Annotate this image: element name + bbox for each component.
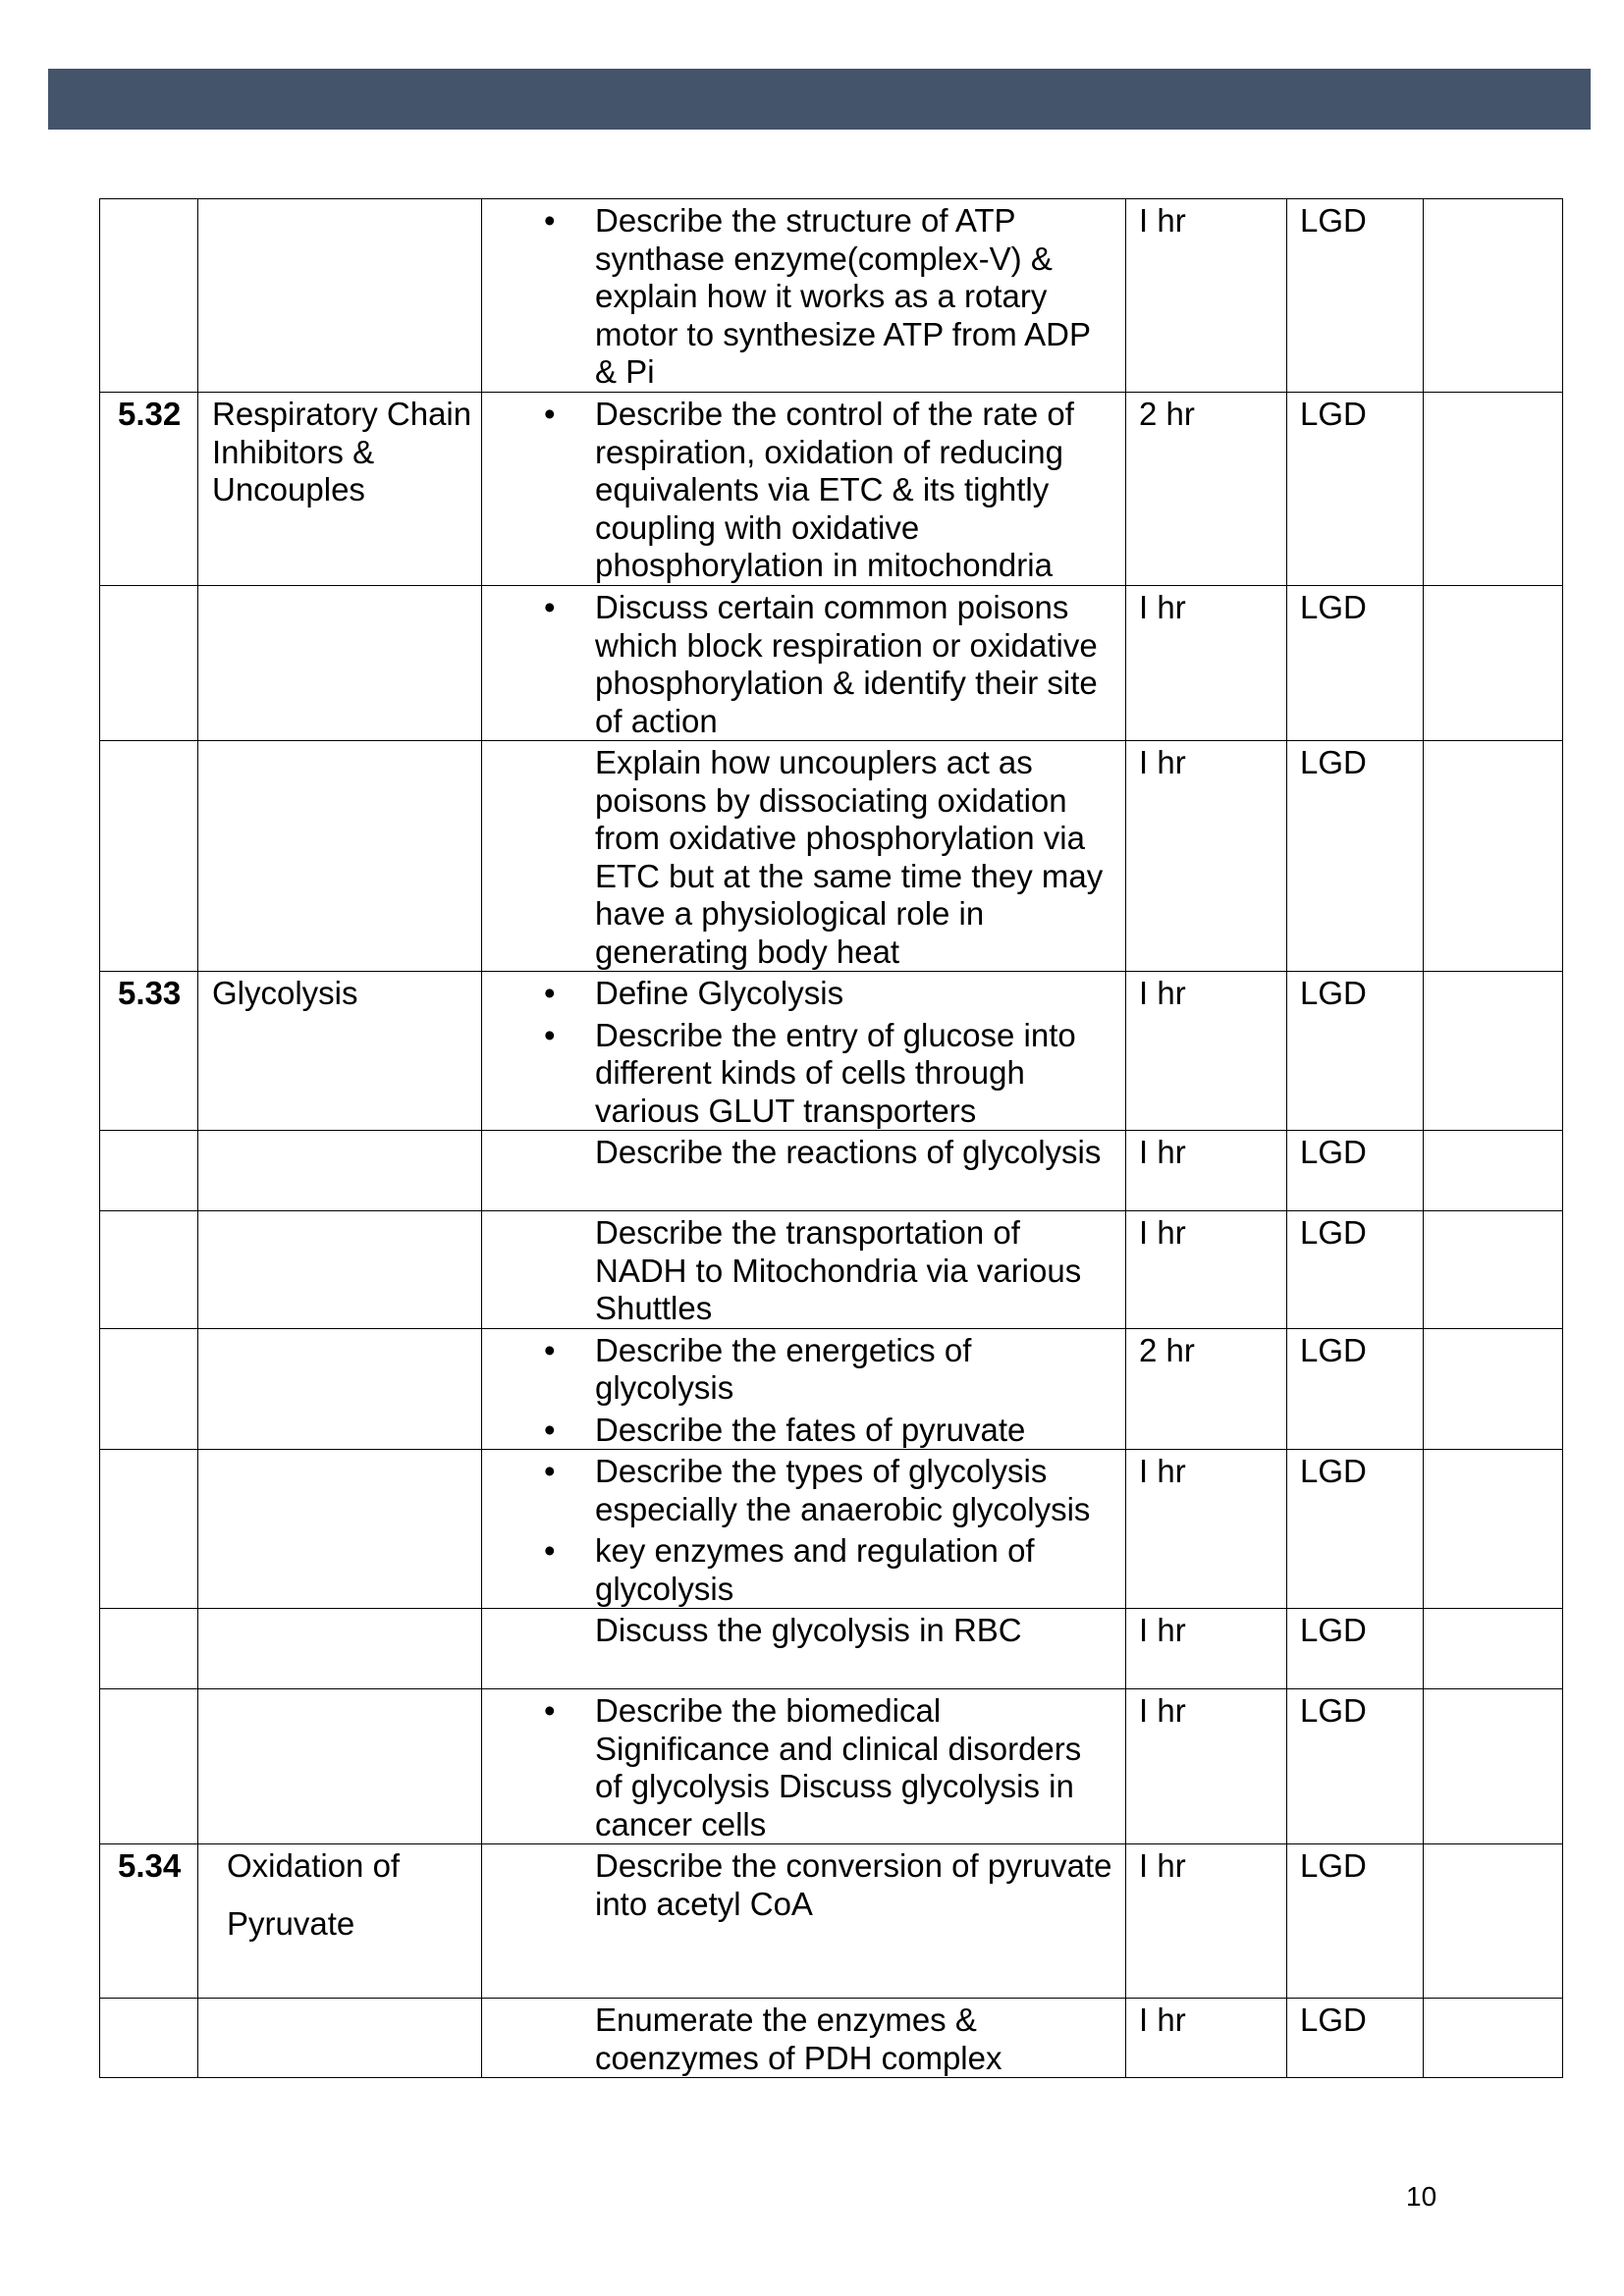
table-row xyxy=(100,1609,1563,1689)
syllabus-table xyxy=(99,198,1563,2078)
objectives-list xyxy=(482,1847,1125,1923)
extra-cell xyxy=(1424,972,1563,1131)
objectives-cell xyxy=(482,1689,1126,1844)
topic-number-cell: 5.32 xyxy=(100,393,198,586)
objectives-cell xyxy=(482,1131,1126,1211)
objectives-list xyxy=(482,1453,1125,1608)
objectives-cell xyxy=(482,199,1126,393)
syllabus-table-body xyxy=(100,199,1563,2078)
method-cell: LGD xyxy=(1287,586,1424,741)
objectives-list xyxy=(482,1692,1125,1843)
duration-cell: I hr xyxy=(1126,1450,1287,1609)
topic-cell xyxy=(198,1450,482,1609)
extra-cell xyxy=(1424,1689,1563,1844)
table-row xyxy=(100,741,1563,972)
extra-cell xyxy=(1424,1131,1563,1211)
topic-cell xyxy=(198,1609,482,1689)
objectives-cell xyxy=(482,1211,1126,1329)
method-cell: LGD xyxy=(1287,1131,1424,1211)
objectives-cell xyxy=(482,586,1126,741)
method-cell: LGD xyxy=(1287,1328,1424,1450)
objectives-list xyxy=(482,975,1125,1130)
topic-number-cell xyxy=(100,1211,198,1329)
topic-number-cell xyxy=(100,199,198,393)
objectives-list xyxy=(482,1214,1125,1328)
duration-cell: I hr xyxy=(1126,741,1287,972)
objective-item: Explain how uncouplers act as poisons by dissociating oxidation from oxidative phosphorylation via ETC but at the same time they may have a physiological role in generating body heat xyxy=(595,744,1104,970)
table-row xyxy=(100,586,1563,741)
extra-cell xyxy=(1424,1844,1563,1999)
topic-cell xyxy=(198,586,482,741)
method-cell: LGD xyxy=(1287,741,1424,972)
topic-number-cell: 5.34 xyxy=(100,1844,198,1999)
extra-cell xyxy=(1424,586,1563,741)
extra-cell xyxy=(1424,1450,1563,1609)
objectives-cell xyxy=(482,972,1126,1131)
table-row xyxy=(100,1999,1563,2078)
objective-item: • Describe the entry of glucose into different kinds of cells through various GLUT transporters xyxy=(482,1017,1115,1131)
objective-item: • Describe the energetics of glycolysis xyxy=(482,1332,1115,1408)
extra-cell xyxy=(1424,1999,1563,2078)
objective-item: • key enzymes and regulation of glycolysis xyxy=(482,1532,1115,1608)
topic-cell xyxy=(198,1211,482,1329)
objectives-cell xyxy=(482,1328,1126,1450)
topic-line-2: Pyruvate xyxy=(227,1904,355,1942)
topic-number-cell xyxy=(100,1689,198,1844)
objective-item: Describe the reactions of glycolysis xyxy=(595,1134,1102,1170)
topic-number-cell xyxy=(100,1999,198,2078)
extra-cell xyxy=(1424,1328,1563,1450)
objective-item: • Discuss certain common poisons which block respiration or oxidative phosphorylation & identify their site of action xyxy=(482,589,1115,740)
topic-number-cell xyxy=(100,741,198,972)
method-cell: LGD xyxy=(1287,1844,1424,1999)
objectives-cell xyxy=(482,741,1126,972)
topic-number-cell xyxy=(100,1609,198,1689)
duration-cell: I hr xyxy=(1126,1211,1287,1329)
duration-cell: I hr xyxy=(1126,199,1287,393)
extra-cell xyxy=(1424,199,1563,393)
topic-number-cell xyxy=(100,1131,198,1211)
duration-cell: I hr xyxy=(1126,586,1287,741)
method-cell: LGD xyxy=(1287,1211,1424,1329)
objective-item: • Define Glycolysis xyxy=(482,975,1115,1013)
duration-cell: 2 hr xyxy=(1126,393,1287,586)
topic-cell xyxy=(198,1328,482,1450)
objectives-cell xyxy=(482,393,1126,586)
objective-item: Discuss the glycolysis in RBC xyxy=(595,1612,1022,1648)
topic-cell xyxy=(198,1131,482,1211)
extra-cell xyxy=(1424,1609,1563,1689)
duration-cell: I hr xyxy=(1126,1689,1287,1844)
objectives-cell xyxy=(482,1450,1126,1609)
objectives-list xyxy=(482,396,1125,585)
topic-cell xyxy=(198,199,482,393)
duration-cell: 2 hr xyxy=(1126,1328,1287,1450)
method-cell: LGD xyxy=(1287,1689,1424,1844)
topic-cell xyxy=(198,1689,482,1844)
objective-item: • Describe the biomedical Significance and clinical disorders of glycolysis Discuss glycolysis in cancer cells xyxy=(482,1692,1115,1843)
objectives-list xyxy=(482,1134,1125,1172)
topic-cell xyxy=(198,1844,482,1999)
objective-item: • Describe the fates of pyruvate xyxy=(482,1412,1115,1450)
table-row xyxy=(100,1211,1563,1329)
topic-cell: Glycolysis xyxy=(198,972,482,1131)
objectives-list xyxy=(482,589,1125,740)
objectives-cell xyxy=(482,1609,1126,1689)
table-row xyxy=(100,972,1563,1131)
table-row xyxy=(100,1328,1563,1450)
table-row xyxy=(100,1131,1563,1211)
objectives-cell xyxy=(482,1999,1126,2078)
method-cell: LGD xyxy=(1287,1609,1424,1689)
topic-number-cell xyxy=(100,1328,198,1450)
topic-number-cell xyxy=(100,586,198,741)
table-row xyxy=(100,199,1563,393)
objectives-list xyxy=(482,1332,1125,1450)
duration-cell: I hr xyxy=(1126,1999,1287,2078)
objective-item: • Describe the control of the rate of respiration, oxidation of reducing equivalents via ETC & its tightly coupling with oxidative phosphorylation in mitochondria xyxy=(482,396,1115,585)
objectives-list xyxy=(482,1612,1125,1650)
topic-cell xyxy=(198,1999,482,2078)
objective-item: Enumerate the enzymes & coenzymes of PDH complex xyxy=(595,2002,1002,2076)
table-row xyxy=(100,393,1563,586)
header-band xyxy=(48,69,1591,130)
extra-cell xyxy=(1424,393,1563,586)
method-cell: LGD xyxy=(1287,199,1424,393)
method-cell: LGD xyxy=(1287,1450,1424,1609)
topic-number-cell xyxy=(100,1450,198,1609)
topic-cell xyxy=(198,741,482,972)
topic-number-cell: 5.33 xyxy=(100,972,198,1131)
duration-cell: I hr xyxy=(1126,1609,1287,1689)
objective-item: • Describe the structure of ATP synthase enzyme(complex-V) & explain how it works as a rotary motor to synthesize ATP from ADP & Pi xyxy=(482,202,1115,392)
topic-cell: Respiratory Chain Inhibitors & Uncouples xyxy=(198,393,482,586)
method-cell: LGD xyxy=(1287,1999,1424,2078)
extra-cell xyxy=(1424,741,1563,972)
topic-line-1: Oxidation of xyxy=(227,1847,401,1884)
duration-cell: I hr xyxy=(1126,1844,1287,1999)
method-cell: LGD xyxy=(1287,393,1424,586)
table-row xyxy=(100,1689,1563,1844)
method-cell: LGD xyxy=(1287,972,1424,1131)
duration-cell: I hr xyxy=(1126,972,1287,1131)
objective-item: Describe the conversion of pyruvate into acetyl CoA xyxy=(595,1847,1112,1922)
objectives-list xyxy=(482,744,1125,971)
objectives-list xyxy=(482,2002,1125,2077)
duration-cell: I hr xyxy=(1126,1131,1287,1211)
objectives-cell xyxy=(482,1844,1126,1999)
page-number: 10 xyxy=(1406,2181,1437,2212)
extra-cell xyxy=(1424,1211,1563,1329)
objective-item: Describe the transportation of NADH to Mitochondria via various Shuttles xyxy=(595,1214,1082,1326)
table-row xyxy=(100,1450,1563,1609)
table-row xyxy=(100,1844,1563,1999)
objectives-list xyxy=(482,202,1125,392)
objective-item: • Describe the types of glycolysis especially the anaerobic glycolysis xyxy=(482,1453,1115,1528)
